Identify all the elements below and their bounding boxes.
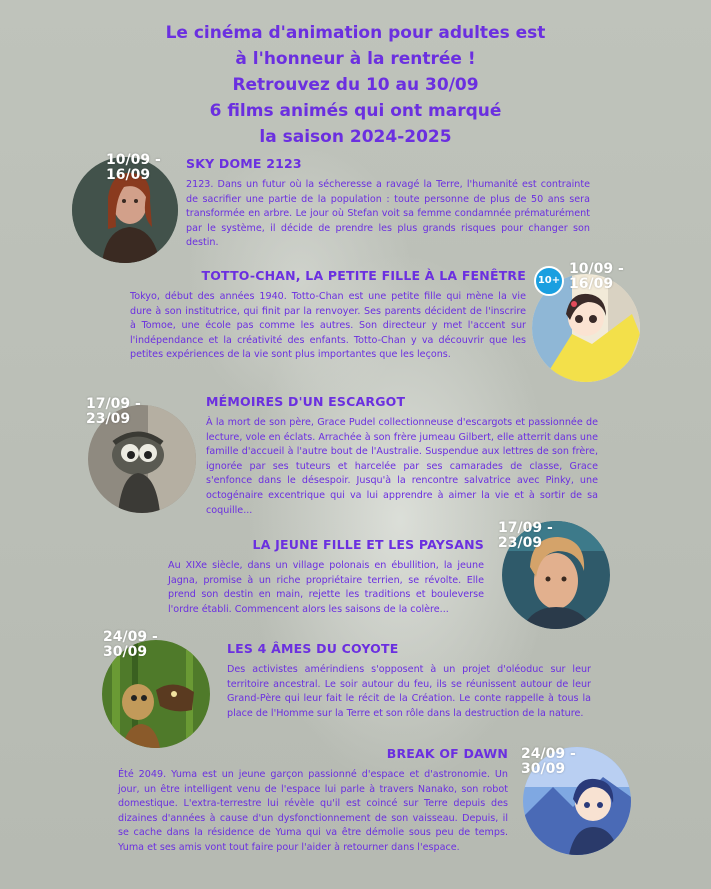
film-jeune-fille-paysans <box>168 537 484 617</box>
film-title: LA JEUNE FILLE ET LES PAYSANS <box>252 537 484 552</box>
film-sky-dome <box>186 156 590 251</box>
screening-dates: 10/09 - 16/09 <box>569 261 624 292</box>
page-title <box>0 20 711 150</box>
title-line: 6 films animés qui ont marqué <box>209 101 502 121</box>
film-title: LES 4 ÂMES DU COYOTE <box>227 641 399 656</box>
screening-dates: 17/09 - 23/09 <box>498 520 553 551</box>
film-break-of-dawn <box>118 746 508 856</box>
film-synopsis: Des activistes amérindiens s'opposent à un projet d'oléoduc sur leur territoire ancestral. Le soir autour du feu, ils se réunissent autour de leur Grand-Père qui leur fait le récit de la Création. Le conte rappelle à tous la place de l'Homme sur la Terre et son rôle dans la destruction de la nature. <box>227 664 591 719</box>
film-synopsis: 2123. Dans un futur où la sécheresse a ravagé la Terre, l'humanité est contrainte de sacrifier une partie de la population : toute personne de plus de 50 ans sera transformée en arbre. Le jour où Stefan voit sa femme condamnée prématurément par le système, il décide de prendre les plus grands risques pour changer son destin. <box>186 179 590 249</box>
film-title: TOTTO-CHAN, LA PETITE FILLE À LA FENÊTRE <box>201 268 526 283</box>
title-line: à l'honneur à la rentrée ! <box>235 49 476 69</box>
title-line: la saison 2024-2025 <box>259 127 452 147</box>
film-ames-coyote <box>227 641 591 721</box>
screening-dates: 24/09 - 30/09 <box>103 629 158 660</box>
film-title: BREAK OF DAWN <box>386 746 508 761</box>
film-title: SKY DOME 2123 <box>186 156 302 171</box>
film-synopsis: Été 2049. Yuma est un jeune garçon passionné d'espace et d'astronomie. Un jour, un être intelligent venu de l'espace lui parle à travers Nanako, son robot domestique. L'extra-terrestre lui révèle qu'il est coincé sur Terre depuis des dizaines d'années à cause d'un dysfonctionnement de son vaisseau. Depuis, il se cache dans la résidence de Yuma qui va être démolie sous peu de temps. Yuma et ses amis vont tout faire pour l'aider à retourner dans l'espace. <box>118 769 508 853</box>
title-line: Retrouvez du 10 au 30/09 <box>232 75 479 95</box>
film-title: MÉMOIRES D'UN ESCARGOT <box>206 394 406 409</box>
screening-dates: 10/09 - 16/09 <box>106 152 161 183</box>
screening-dates: 17/09 - 23/09 <box>86 396 141 427</box>
title-line: Le cinéma d'animation pour adultes est <box>165 23 546 43</box>
age-rating-badge: 10+ <box>534 266 564 296</box>
film-synopsis: À la mort de son père, Grace Pudel collectionneuse d'escargots et passionnée de lecture, vole en éclats. Arrachée à son frère jumeau Gilbert, elle atterrit dans une famille d'accueil à l'autre bout de l'Australie. Suspendue aux lettres de son frère, ignorée par ses tuteurs et harcelée par ses camarades de classe, Grace s'enfonce dans le désespoir. Jusqu'à la rencontre salvatrice avec Pinky, une octogénaire excentrique qui va lui apprendre à aimer la vie et à sortir de sa coquille... <box>206 417 598 516</box>
film-synopsis: Tokyo, début des années 1940. Totto-Chan est une petite fille qui mène la vie dure à son institutrice, qui finit par la renvoyer. Ses parents décident de l'inscrire à Tomoe, une école pas comme les autres. Son directeur y met l'accent sur l'indépendance et la créativité des enfants. Totto-Chan y va découvrir que les petites expériences de la vie sont plus importantes que les leçons. <box>130 291 526 361</box>
film-synopsis: Au XIXe siècle, dans un village polonais en ébullition, la jeune Jagna, promise à un riche propriétaire terrien, se révolte. Elle prend son destin en main, rejette les traditions et bouleverse l'ordre établi. Commencent alors les saisons de la colère... <box>168 560 484 615</box>
film-totto-chan <box>130 268 526 363</box>
screening-dates: 24/09 - 30/09 <box>521 746 576 777</box>
film-memoires-escargot <box>206 394 598 518</box>
